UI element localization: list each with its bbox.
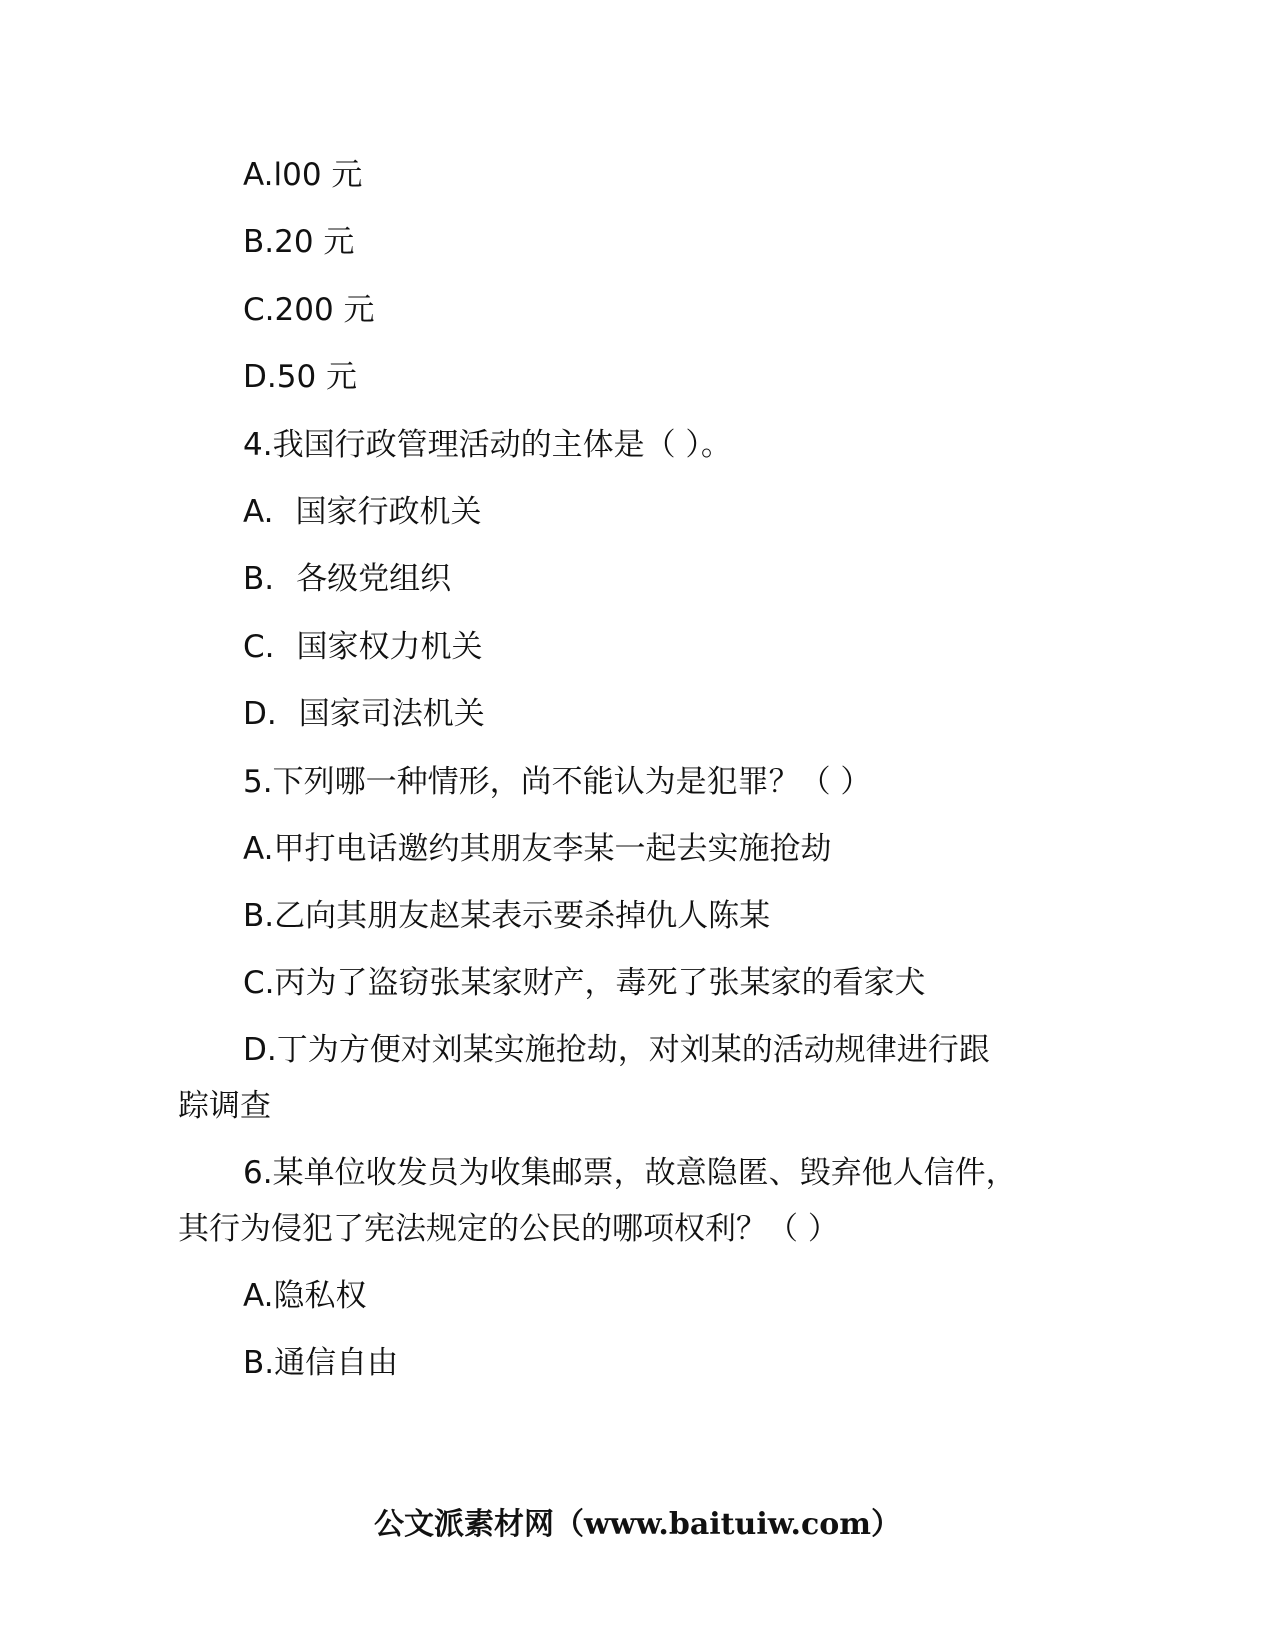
q6-option-b: B.通信自由 (243, 1345, 399, 1381)
q4-option-b (243, 559, 451, 599)
option-text: 国家行政机关 (295, 494, 482, 530)
question-6-continued: 其行为侵犯了宪法规定的公民的哪项权利？（ ） (178, 1211, 839, 1247)
q5-option-b: B.乙向其朋友赵某表示要杀掉仇人陈某 (243, 898, 771, 934)
option-letter: D. (243, 696, 277, 732)
question-5: 5.下列哪一种情形，尚不能认为是犯罪？（ ） (243, 764, 872, 800)
q5-option-a: A.甲打电话邀约其朋友李某一起去实施抢劫 (243, 831, 832, 867)
q3-option-c: C.200 元 (243, 292, 375, 328)
q3-option-a: A.l00 元 (243, 157, 363, 193)
option-text: 国家司法机关 (298, 696, 485, 732)
q4-option-a (243, 492, 482, 532)
q3-option-b: B.20 元 (243, 224, 355, 260)
option-letter: A. (243, 494, 274, 530)
q4-option-c (243, 627, 483, 667)
page-footer: 公文派素材网（www.baituiw.com） (373, 1507, 902, 1542)
question-6: 6.某单位收发员为收集邮票，故意隐匿、毁弃他人信件， (243, 1155, 1017, 1191)
question-4: 4.我国行政管理活动的主体是（ ）。 (243, 427, 732, 463)
q5-option-d: D.丁为方便对刘某实施抢劫，对刘某的活动规律进行跟 (243, 1032, 990, 1068)
q3-option-d: D.50 元 (243, 359, 358, 395)
q5-option-c: C.丙为了盗窃张某家财产，毒死了张某家的看家犬 (243, 965, 926, 1001)
q4-option-d (243, 694, 485, 734)
option-text: 各级党组织 (296, 561, 452, 597)
option-letter: C. (243, 629, 275, 665)
q5-option-d-continued: 踪调查 (178, 1088, 271, 1124)
option-text: 国家权力机关 (296, 629, 483, 665)
q6-option-a: A.隐私权 (243, 1278, 367, 1314)
option-letter: B. (243, 561, 275, 597)
